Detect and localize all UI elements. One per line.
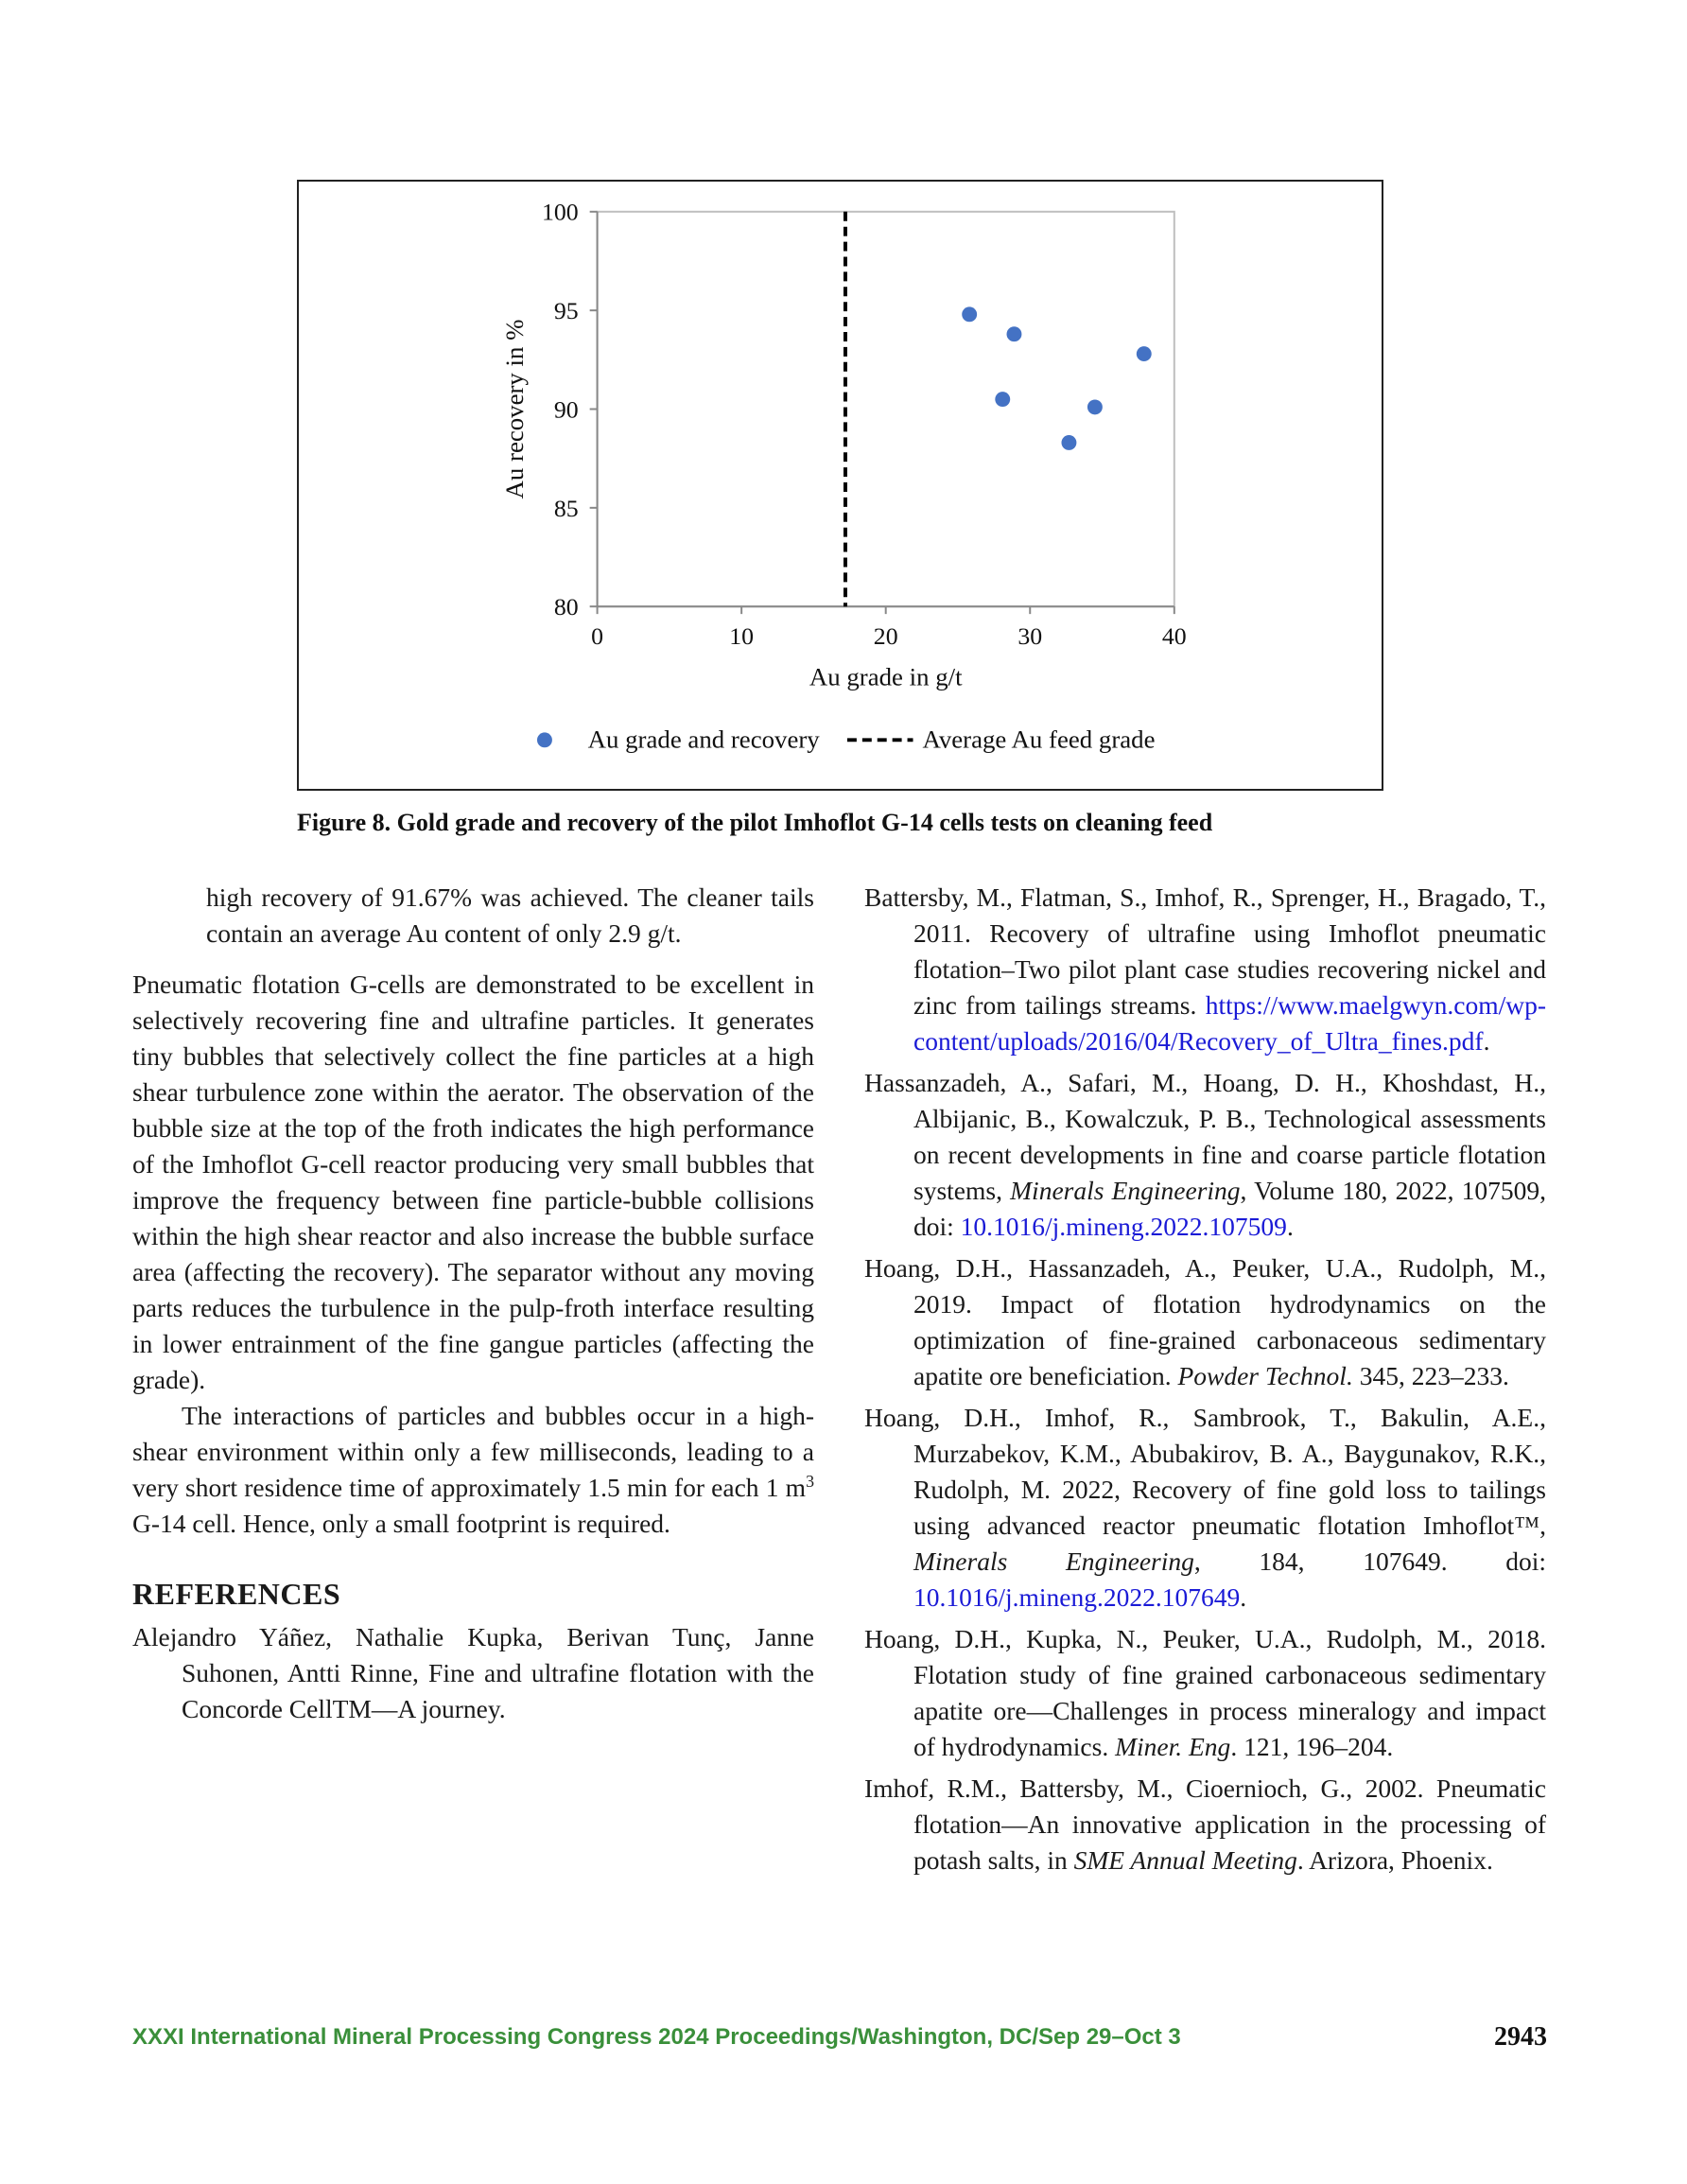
reference-hassanzadeh-journal: Minerals Engineering <box>1010 1176 1241 1205</box>
reference-hoang-2022-rest: , 184, 107649. doi: <box>1193 1546 1546 1576</box>
legend-marker-au-grade <box>537 732 552 747</box>
reference-hoang-2019-text: Hoang, D.H., Hassanzadeh, A., Peuker, U.A., Rudolph, M., 2019. Impact of flotation hydrodynamics on the optimization of fine-grained carbonaceous sedimentary apatite ore beneficiation. <box>864 1253 1546 1390</box>
reference-hoang-2018-rest: . 121, 196–204. <box>1230 1732 1394 1761</box>
x-tick-label: 30 <box>1017 621 1043 650</box>
legend-label-average: Average Au feed grade <box>922 725 1156 754</box>
data-point <box>962 306 977 322</box>
reference-hoang-2019-rest: 345, 223–233. <box>1352 1361 1509 1390</box>
reference-hoang-2022-text: Hoang, D.H., Imhof, R., Sambrook, T., Bakulin, A.E., Murzabekov, K.M., Abubakirov, B. A., Baygunakov, R.K., Rudolph, M. 2022, Recovery of fine gold loss to tailings using advanced reactor pneumatic flotation Imhoflot™, <box>864 1403 1546 1540</box>
reference-hassanzadeh-text: Hassanzadeh, A., Safari, M., Hoang, D. H., Khoshdast, H., Albijanic, B., Kowalczuk, P. B., Technological assessments on recent developments in fine and coarse particle flotation systems, <box>864 1068 1546 1205</box>
y-tick-label: 85 <box>553 494 579 522</box>
y-axis-label: Au recovery in % <box>500 319 530 499</box>
footer-conference: XXXI International Mineral Processing Congress 2024 Proceedings/Washington, DC/Sep 29–Oct 3 <box>132 2024 1181 2050</box>
reference-battersby <box>864 880 1546 1059</box>
reference-imhof-journal: SME Annual Meeting <box>1073 1845 1297 1875</box>
data-point <box>1061 435 1076 450</box>
reference-imhof <box>864 1771 1546 1878</box>
reference-hoang-2018 <box>864 1621 1546 1765</box>
reference-battersby-text: Battersby, M., Flatman, S., Imhof, R., Sprenger, H., Bragado, T., 2011. Recovery of ultrafine using Imhoflot pneumatic flotation–Two pilot plant case studies recovering nickel and zinc from tailings streams. <box>864 882 1546 1020</box>
paragraph-pneumatic-flotation: Pneumatic flotation G-cells are demonstrated to be excellent in selectively recovering fine and ultrafine particles. It generates tiny bubbles that selectively collect the fine particles at a high shear turbulence zone within the aerator. The observation of the bubble size at the top of the froth indicates the high performance of the Imhoflot G-cell reactor producing very small bubbles that improve the frequency between fine particle-bubble collisions within the high shear reactor and also increase the bubble surface area (affecting the recovery). The separator without any moving parts reduces the turbulence in the pulp-froth interface resulting in lower entrainment of the fine gangue particles (affecting the grade). <box>132 970 814 1394</box>
reference-hoang-2018-text: Hoang, D.H., Kupka, N., Peuker, U.A., Rudolph, M., 2018. Flotation study of fine grained carbonaceous sedimentary apatite ore—Challenges in process mineralogy and impact of hydrodynamics. <box>864 1624 1546 1761</box>
x-tick-label: 20 <box>873 621 898 650</box>
superscript-3: 3 <box>806 1471 814 1491</box>
paragraph-interactions-text-b: G-14 cell. Hence, only a small footprint is required. <box>132 1509 670 1538</box>
reference-battersby-link[interactable]: https://www.maelgwyn.com/wp-content/uploads/2016/04/Recovery_of_Ultra_fines.pdf <box>913 990 1546 1056</box>
paragraph-continued: high recovery of 91.67% was achieved. The cleaner tails contain an average Au content of only 2.9 g/t. <box>206 882 814 948</box>
data-point <box>995 392 1010 407</box>
x-tick-label: 0 <box>591 621 604 650</box>
reference-hoang-2022-journal: Minerals Engineering <box>913 1546 1194 1576</box>
x-tick-label: 40 <box>1161 621 1187 650</box>
reference-hoang-2018-journal: Miner. Eng <box>1115 1732 1231 1761</box>
plot-layer <box>500 199 1187 754</box>
legend-label-au-grade: Au grade and recovery <box>587 725 820 754</box>
chart-svg <box>299 182 1382 789</box>
x-axis-label: Au grade in g/t <box>809 662 963 691</box>
reference-hassanzadeh-doi-link[interactable]: 10.1016/j.mineng.2022.107509 <box>960 1212 1287 1241</box>
data-point <box>1087 399 1103 414</box>
data-point <box>1007 326 1022 341</box>
reference-hoang-2019 <box>864 1250 1546 1394</box>
y-tick-label: 100 <box>541 198 579 226</box>
reference-imhof-rest: . Arizora, Phoenix. <box>1296 1845 1493 1875</box>
y-tick-label: 90 <box>553 395 579 424</box>
figure-caption: Figure 8. Gold grade and recovery of the pilot Imhoflot G-14 cells tests on cleaning feed <box>297 809 1213 836</box>
reference-hassanzadeh-rest: , Volume 180, 2022, 107509, doi: <box>913 1176 1546 1241</box>
reference-hoang-2022 <box>864 1400 1546 1616</box>
y-tick-label: 80 <box>553 593 579 621</box>
reference-yanez: Alejandro Yáñez, Nathalie Kupka, Berivan Tunç, Janne Suhonen, Antti Rinne, Fine and ultrafine flotation with the Concorde CellTM—A journey. <box>132 1622 814 1723</box>
reference-battersby-end: . <box>1483 1026 1490 1056</box>
data-point <box>1137 346 1152 361</box>
paragraph-interactions <box>132 1398 814 1542</box>
reference-hoang-2022-doi-link[interactable]: 10.1016/j.mineng.2022.107649 <box>913 1582 1241 1612</box>
x-tick-label: 10 <box>729 621 755 650</box>
chart-frame <box>297 180 1383 791</box>
reference-imhof-text: Imhof, R.M., Battersby, M., Cioernioch, G., 2002. Pneumatic flotation—An innovative application in the processing of potash salts, in <box>864 1773 1546 1875</box>
reference-hoang-2019-journal: Powder Technol. <box>1177 1361 1353 1390</box>
page-number: 2943 <box>1494 2022 1547 2052</box>
y-tick-label: 95 <box>553 297 579 325</box>
reference-hassanzadeh-end: . <box>1286 1212 1294 1241</box>
reference-hassanzadeh <box>864 1065 1546 1245</box>
references-heading: REFERENCES <box>132 1577 341 1611</box>
reference-hoang-2022-end: . <box>1240 1582 1247 1612</box>
paragraph-interactions-text-a: The interactions of particles and bubbles occur in a high-shear environment within only a few milliseconds, leading to a very short residence time of approximately 1.5 min for each 1 m <box>132 1401 814 1502</box>
left-column <box>132 880 814 1733</box>
right-column <box>864 880 1546 1884</box>
